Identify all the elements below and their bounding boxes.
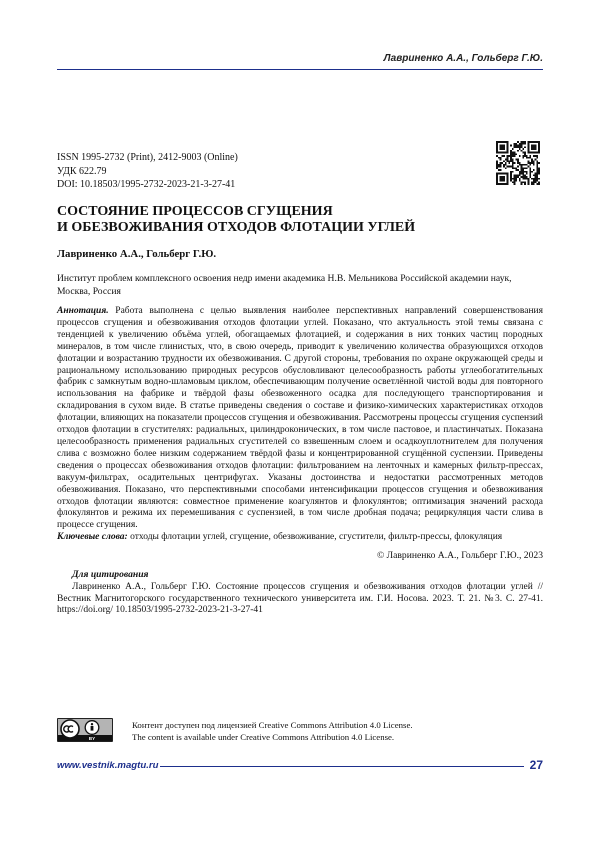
affiliation: Институт проблем комплексного освоения недр имени академика Н.В. Мельникова Российской академии наук, Москва, Россия bbox=[57, 272, 543, 298]
cc-license-icon[interactable] bbox=[57, 718, 113, 742]
license-ru: Контент доступен под лицензией Creative Commons Attribution 4.0 License. bbox=[132, 719, 413, 731]
citation-label: Для цитирования bbox=[72, 569, 149, 580]
doi: DOI: 10.18503/1995-2732-2023-21-3-27-41 bbox=[57, 178, 238, 192]
qr-code-icon bbox=[496, 141, 540, 185]
license-en: The content is available under Creative Commons Attribution 4.0 License. bbox=[132, 731, 413, 743]
footer-website-link[interactable]: www.vestnik.magtu.ru bbox=[57, 760, 158, 771]
page-number: 27 bbox=[530, 758, 543, 772]
udk: УДК 622.79 bbox=[57, 165, 238, 179]
keywords-text: отходы флотации углей, сгущение, обезвоживание, сгустители, фильтр-прессы, флокуляция bbox=[130, 532, 502, 542]
issn: ISSN 1995-2732 (Print), 2412-9003 (Online) bbox=[57, 151, 238, 165]
title-line-1: СОСТОЯНИЕ ПРОЦЕССОВ СГУЩЕНИЯ bbox=[57, 204, 527, 220]
abstract-label: Аннотация. bbox=[57, 306, 109, 316]
keywords-label: Ключевые слова: bbox=[57, 532, 128, 542]
license-notice bbox=[132, 719, 413, 743]
running-header-authors: Лавриненко А.А., Гольберг Г.Ю. bbox=[384, 53, 543, 64]
footer-divider bbox=[160, 766, 524, 767]
keywords bbox=[57, 531, 543, 543]
title-line-2: И ОБЕЗВОЖИВАНИЯ ОТХОДОВ ФЛОТАЦИИ УГЛЕЙ bbox=[57, 220, 527, 236]
article-meta bbox=[57, 151, 238, 192]
cc-by-label: BY bbox=[89, 736, 95, 741]
citation-text: Лавриненко А.А., Гольберг Г.Ю. Состояние процессов сгущения и обезвоживания отходов флотации углей // Вестник Магнитогорского государственного технического университета им. Г.И. Носова. 2023. Т. 21. №3. С. 27-41. https://doi.org/ 10.18503/1995-2732-2023-21-3-27-41 bbox=[57, 582, 543, 617]
abstract-text: Работа выполнена с целью выявления наиболее перспективных направлений совершенствования процессов сгущения и обезвоживания отходов флотации углей. Показано, что актуальность этой темы связана с тенденцией к увеличению объёма углей, обогащаемых флотацией, и содержания в них тонких частиц породных минералов, в том числе глинистых, что, в свою очередь, приводит к увеличению количества образующихся отходов флотации и возрастанию трудности их обезвоживания. С другой стороны, требования по охране окружающей среды и рациональному использованию природных ресурсов обусловливают целесообразность работы углеобогатительных фабрик с замкнутым водно-шламовым циклом, обеспечивающим получение осветлённой чистой воды для повторного использования на фабрике и твёрдой фазы обезвоженного осадка для последующего транспортирования и складирования в сухом виде. В статье приведены сведения о составе и физико-химических характеристиках отходов флотации, влияющих на показатели процессов сгущения и обезвоживания. Рассмотрены процессы сгущения суспензий отходов флотации в сгустителях: радиальных, цилиндроконических, в том числе пастовое, и пластинчатых. Показана целесообразность применения радиальных сгустителей со взвешенным слоем и осадкоуплотнителем для получения слива с возможно более низким содержанием твёрдой фазы и концентрированной сгущённой суспензии. Приведены сведения о процессах обезвоживания отходов флотации: фильтрованием на ленточных и камерных фильтр-прессах, вакуум-фильтрах, осадительных центрифугах. Указаны достоинства и недостатки рассмотренных методов обезвоживания. Показано, что перспективными способами интенсификации процессов сгущения и обезвоживания отходов флотации являются: совместное применение коагулянтов и флокулянтов; оптимизация значений расхода флокулянтов и режима их перемешивания с суспензией, в том числе дробная подача; рециркуляция части слива в процессе сгущения. bbox=[57, 306, 543, 530]
header-divider bbox=[57, 69, 543, 70]
article-title bbox=[57, 204, 527, 235]
copyright: © Лавриненко А.А., Гольберг Г.Ю., 2023 bbox=[377, 550, 543, 561]
article-authors: Лавриненко А.А., Гольберг Г.Ю. bbox=[57, 248, 216, 260]
abstract bbox=[57, 306, 543, 532]
